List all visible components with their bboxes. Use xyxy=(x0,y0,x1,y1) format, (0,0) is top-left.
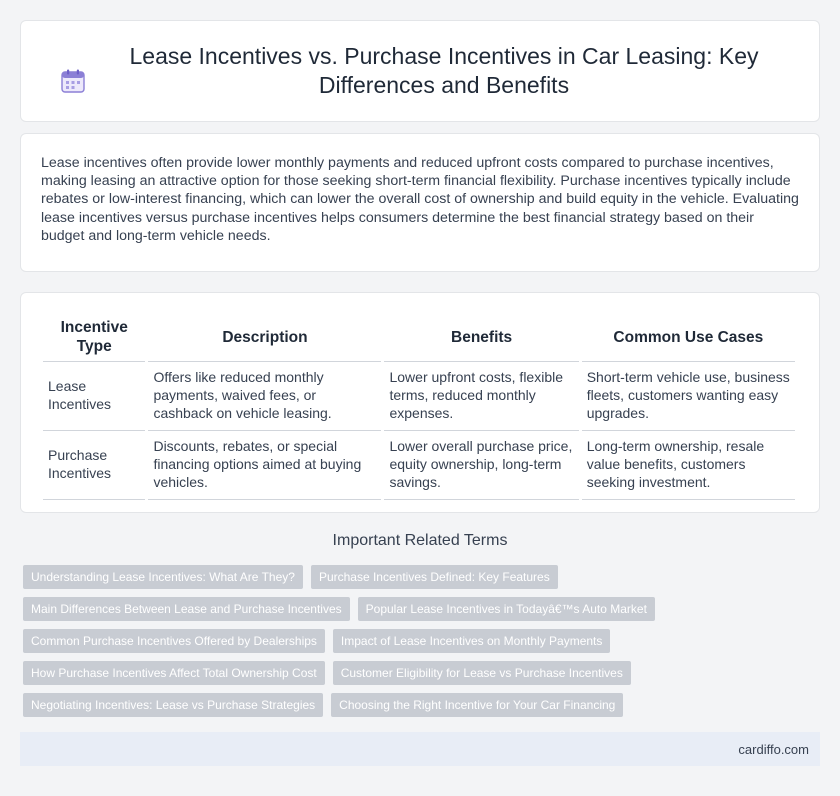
tag-row xyxy=(23,597,823,621)
table-cell: Lease Incentives xyxy=(43,362,145,431)
column-header-incentive-type: Incentive Type xyxy=(43,313,145,362)
comparison-table-card xyxy=(20,292,820,513)
related-terms-list xyxy=(23,565,823,725)
table-cell: Short-term vehicle use, business fleets, customers wanting easy upgrades. xyxy=(582,362,795,431)
related-term-tag[interactable]: Popular Lease Incentives in Todayâ€™s Auto Market xyxy=(358,597,655,621)
related-term-tag[interactable]: Common Purchase Incentives Offered by Dealerships xyxy=(23,629,325,653)
table-row xyxy=(43,431,795,500)
calendar-icon xyxy=(60,68,86,94)
tag-row xyxy=(23,629,823,653)
related-term-tag[interactable]: Purchase Incentives Defined: Key Features xyxy=(311,565,558,589)
related-term-tag[interactable]: Customer Eligibility for Lease vs Purchase Incentives xyxy=(333,661,631,685)
related-term-tag[interactable]: Impact of Lease Incentives on Monthly Payments xyxy=(333,629,610,653)
footer xyxy=(20,732,820,766)
tag-row xyxy=(23,565,823,589)
table-row xyxy=(43,362,795,431)
tag-row xyxy=(23,661,823,685)
column-header-common-use-cases: Common Use Cases xyxy=(582,313,795,362)
table-cell: Long-term ownership, resale value benefits, customers seeking investment. xyxy=(582,431,795,500)
tag-row xyxy=(23,693,823,717)
related-terms-title: Important Related Terms xyxy=(332,532,508,549)
table-cell: Lower upfront costs, flexible terms, reduced monthly expenses. xyxy=(384,362,578,431)
related-term-tag[interactable]: Main Differences Between Lease and Purchase Incentives xyxy=(23,597,350,621)
table-header-row xyxy=(43,313,795,362)
column-header-description: Description xyxy=(148,313,381,362)
related-term-tag[interactable]: Choosing the Right Incentive for Your Car Financing xyxy=(331,693,623,717)
table-cell: Purchase Incentives xyxy=(43,431,145,500)
table-cell: Lower overall purchase price, equity ownership, long-term savings. xyxy=(384,431,578,500)
related-term-tag[interactable]: Understanding Lease Incentives: What Are They? xyxy=(23,565,303,589)
footer-site-link[interactable]: cardiffo.com xyxy=(738,741,809,757)
header-card xyxy=(20,20,820,122)
column-header-benefits: Benefits xyxy=(384,313,578,362)
related-term-tag[interactable]: Negotiating Incentives: Lease vs Purchase Strategies xyxy=(23,693,323,717)
related-term-tag[interactable]: How Purchase Incentives Affect Total Ownership Cost xyxy=(23,661,325,685)
intro-card xyxy=(20,133,820,272)
table-cell: Discounts, rebates, or special financing options aimed at buying vehicles. xyxy=(148,431,381,500)
page-title: Lease Incentives vs. Purchase Incentives in Car Leasing: Key Differences and Benefits xyxy=(129,43,759,98)
intro-paragraph: Lease incentives often provide lower monthly payments and reduced upfront costs compared to purchase incentives, making leasing an attractive option for those seeking short-term financial flexibility. Purchase incentives typically include rebates or low-interest financing, which can lower the overall cost of ownership and build equity in the vehicle. Evaluating lease incentives versus purchase incentives helps consumers determine the best financial strategy based on their budget and long-term vehicle needs. xyxy=(41,155,799,244)
table-cell: Offers like reduced monthly payments, waived fees, or cashback on vehicle leasing. xyxy=(148,362,381,431)
comparison-table xyxy=(40,313,798,500)
